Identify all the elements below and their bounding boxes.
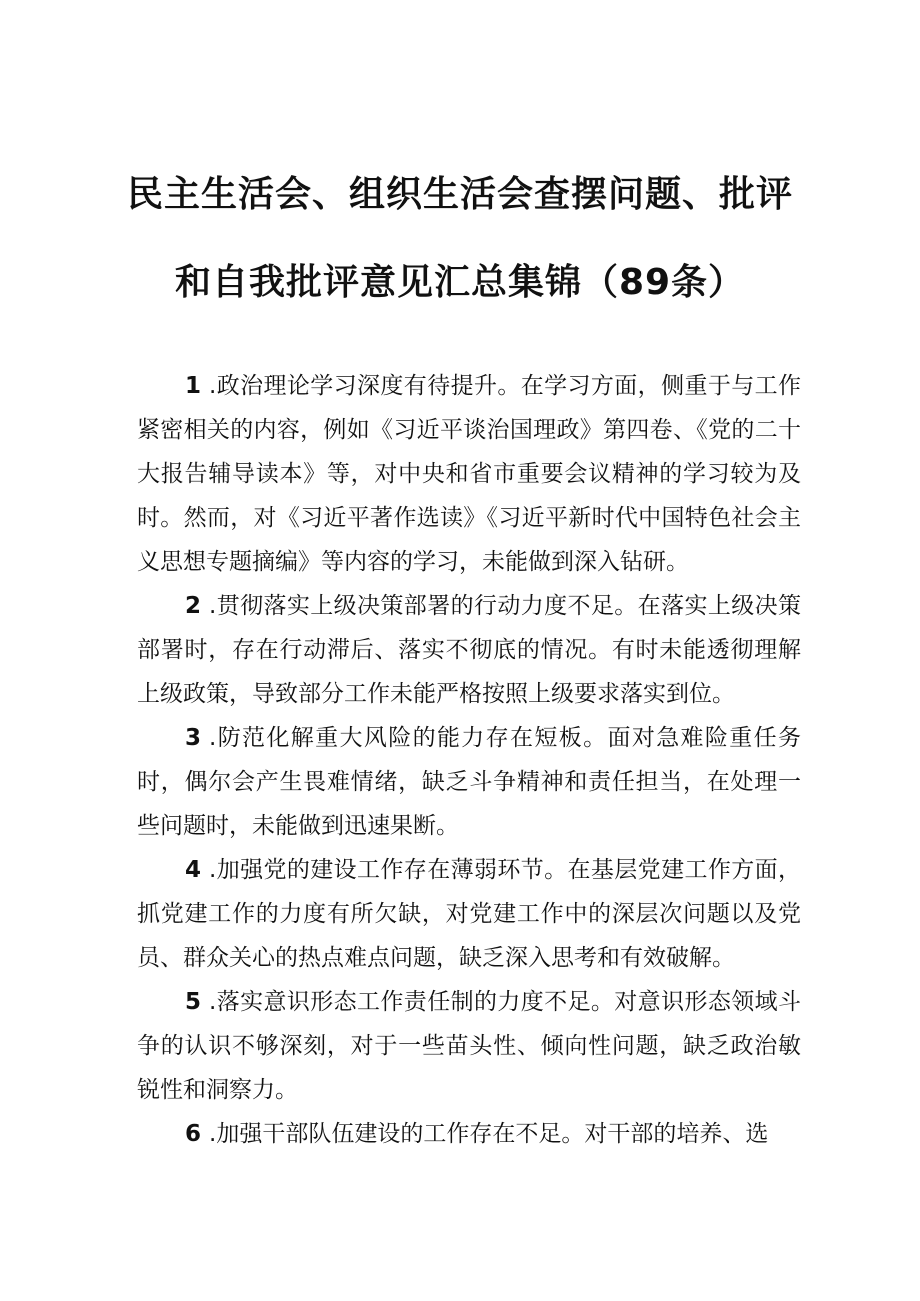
item-number: 1 xyxy=(185,373,202,399)
item-text: .落实意识形态工作责任制的力度不足。对意识形态领域斗争的认识不够深刻，对于一些苗头性、倾向性问题，缺乏政治敏锐性和洞察力。 xyxy=(137,989,801,1103)
item-number: 2 xyxy=(185,593,202,619)
item-number: 4 xyxy=(185,857,202,883)
list-item xyxy=(137,1112,801,1156)
item-number: 5 xyxy=(185,989,202,1015)
document-body xyxy=(137,364,801,1156)
document-title-line-2: 和自我批评意见汇总集锦（89条） xyxy=(174,262,746,303)
document-title-line-1: 民主生活会、组织生活会查摆问题、批评 xyxy=(126,174,793,215)
list-item xyxy=(137,364,801,584)
item-text: .加强干部队伍建设的工作存在不足。对干部的培养、选 xyxy=(209,1121,769,1147)
item-text: .贯彻落实上级决策部署的行动力度不足。在落实上级决策部署时，存在行动滞后、落实不彻底的情况。有时未能透彻理解上级政策，导致部分工作未能严格按照上级要求落实到位。 xyxy=(137,593,801,707)
item-text: .防范化解重大风险的能力存在短板。面对急难险重任务时，偶尔会产生畏难情绪，缺乏斗争精神和责任担当，在处理一些问题时，未能做到迅速果断。 xyxy=(137,725,801,839)
item-text: .政治理论学习深度有待提升。在学习方面，侧重于与工作紧密相关的内容，例如《习近平谈治国理政》第四卷、《党的二十大报告辅导读本》等，对中央和省市重要会议精神的学习较为及时。然而，对《习近平著作选读》《习近平新时代中国特色社会主义思想专题摘编》等内容的学习，未能做到深入钻研。 xyxy=(137,373,801,575)
list-item xyxy=(137,584,801,716)
list-item xyxy=(137,980,801,1112)
item-number: 6 xyxy=(185,1121,202,1147)
item-number: 3 xyxy=(185,725,202,751)
list-item xyxy=(137,848,801,980)
list-item xyxy=(137,716,801,848)
item-text: .加强党的建设工作存在薄弱环节。在基层党建工作方面，抓党建工作的力度有所欠缺，对党建工作中的深层次问题以及党员、群众关心的热点难点问题，缺乏深入思考和有效破解。 xyxy=(137,857,801,971)
